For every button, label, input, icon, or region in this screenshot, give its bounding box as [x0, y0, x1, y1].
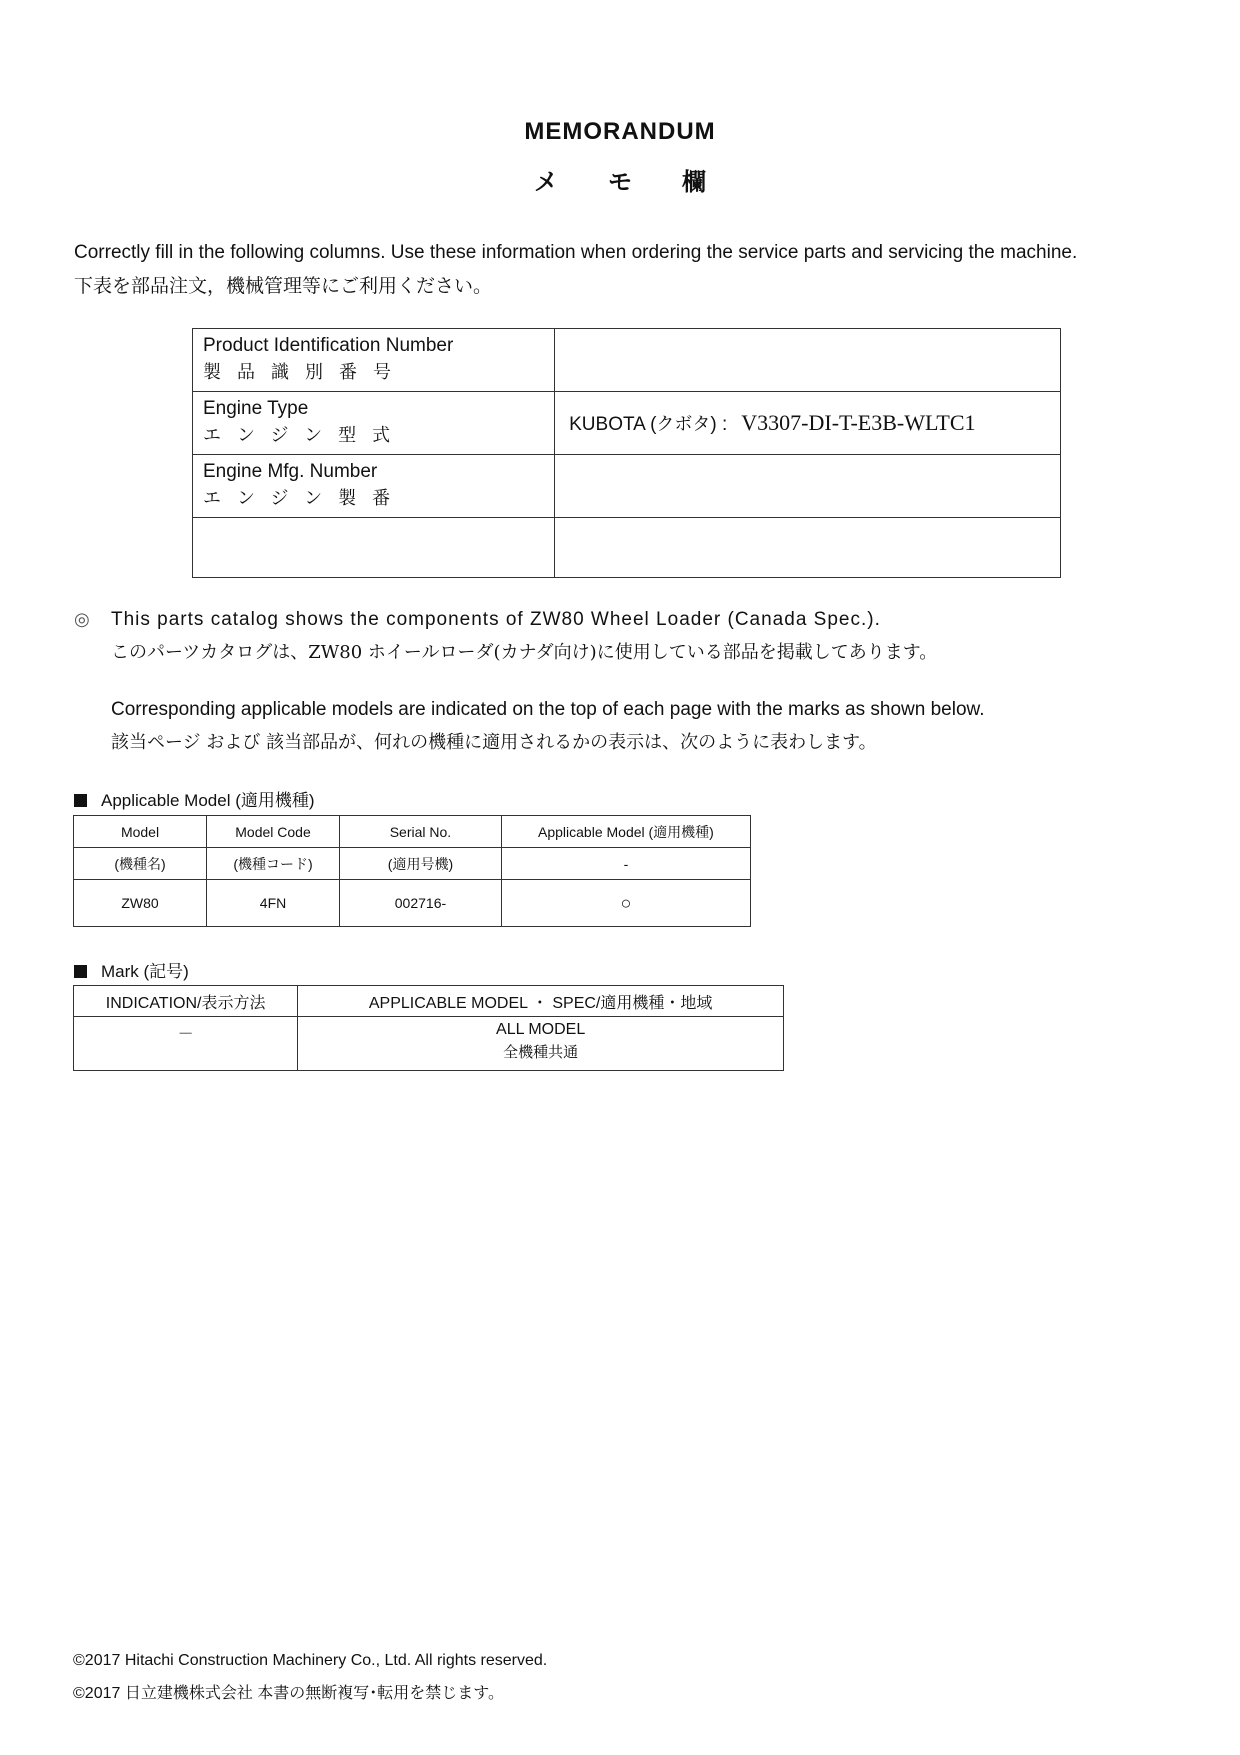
memo-label-cell: [193, 392, 555, 455]
product-id-label: Product Identification Number: [203, 335, 454, 356]
engine-type-label-jp: エンジン型式: [203, 425, 407, 446]
mark-heading-text: Mark (記号): [101, 962, 189, 981]
intro-text-en: Correctly fill in the following columns. Use these information when ordering the service parts and servicing the machine.: [74, 242, 1078, 263]
engine-type-value[interactable]: [555, 392, 1061, 455]
cell-model-code: 4FN: [207, 880, 340, 927]
cell-model: ZW80: [74, 880, 207, 927]
catalog-note-jp: このパーツカタログは、ZW80 ホイールローダ(カナダ向け)に使用している部品を掲載してあります。: [111, 642, 938, 663]
blank-value-cell[interactable]: [555, 518, 1061, 578]
copyright-jp: ©2017 日立建機株式会社 本書の無断複写･転用を禁じます。: [73, 1685, 504, 1702]
applicable-note-en: Corresponding applicable models are indicated on the top of each page with the marks as shown below.: [111, 699, 985, 720]
memo-label-cell: [193, 329, 555, 392]
all-model-en: ALL MODEL: [496, 1021, 586, 1038]
engine-model-code: V3307-DI-T-E3B-WLTC1: [741, 410, 976, 435]
memo-row-engine-type: [193, 392, 1061, 455]
engine-mfg-value[interactable]: [555, 455, 1061, 518]
memo-label-cell: [193, 455, 555, 518]
memo-row-blank: [193, 518, 1061, 578]
memo-row-product-id: [193, 329, 1061, 392]
header-model: Model: [74, 816, 207, 848]
table-header-row: [74, 986, 784, 1017]
catalog-note-en: This parts catalog shows the components of ZW80 Wheel Loader (Canada Spec.).: [111, 609, 881, 630]
header-model-code: Model Code: [207, 816, 340, 848]
applicable-model-heading-text: Applicable Model (適用機種): [101, 791, 315, 810]
cell-applicable-spec: [298, 1017, 784, 1071]
header-serial: Serial No.: [340, 816, 502, 848]
engine-type-label: Engine Type: [203, 398, 309, 419]
table-row: [74, 880, 751, 927]
memo-row-engine-mfg: [193, 455, 1061, 518]
cell-applicable-mark: ○: [501, 880, 750, 927]
header-applicable: Applicable Model (適用機種): [501, 816, 750, 848]
header-serial-jp: (適用号機): [340, 848, 502, 880]
mark-heading: [74, 957, 189, 982]
all-model-jp: 全機種共通: [503, 1043, 579, 1061]
square-bullet-icon: [74, 794, 87, 807]
blank-label-cell[interactable]: [193, 518, 555, 578]
header-model-jp: (機種名): [74, 848, 207, 880]
header-model-code-jp: (機種コード): [207, 848, 340, 880]
square-bullet-icon: [74, 965, 87, 978]
memo-table: [192, 328, 1061, 578]
table-header-row-jp: [74, 848, 751, 880]
header-indication: INDICATION/表示方法: [74, 986, 298, 1017]
engine-maker-suffix: ) :: [710, 414, 728, 435]
applicable-model-heading: [74, 786, 315, 811]
engine-maker: KUBOTA (: [569, 414, 657, 435]
table-header-row: [74, 816, 751, 848]
table-row: [74, 1017, 784, 1071]
mark-table: [73, 985, 784, 1071]
applicable-model-table: [73, 815, 751, 927]
engine-mfg-label-jp: エンジン製番: [203, 488, 407, 509]
intro-text-jp: 下表を部品注文，機械管理等にご利用ください。: [74, 275, 493, 297]
applicable-note-jp: 該当ページ および 該当部品が、何れの機種に適用されるかの表示は、次のように表わします。: [111, 732, 877, 753]
page-title-jp: メモ欄: [534, 169, 756, 196]
product-id-value[interactable]: [555, 329, 1061, 392]
engine-mfg-label: Engine Mfg. Number: [203, 461, 378, 482]
page-title: MEMORANDUM: [524, 118, 716, 145]
product-id-label-jp: 製品識別番号: [203, 362, 407, 383]
cell-serial: 002716-: [340, 880, 502, 927]
header-applicable-spec: APPLICABLE MODEL ・ SPEC/適用機種・地域: [298, 986, 784, 1017]
cell-indication: －: [74, 1017, 298, 1071]
engine-maker-jp: クボタ: [656, 414, 711, 435]
copyright-en: ©2017 Hitachi Construction Machinery Co., Ltd. All rights reserved.: [73, 1652, 548, 1669]
double-circle-icon: ◎: [74, 609, 90, 629]
header-applicable-sub: -: [501, 848, 750, 880]
